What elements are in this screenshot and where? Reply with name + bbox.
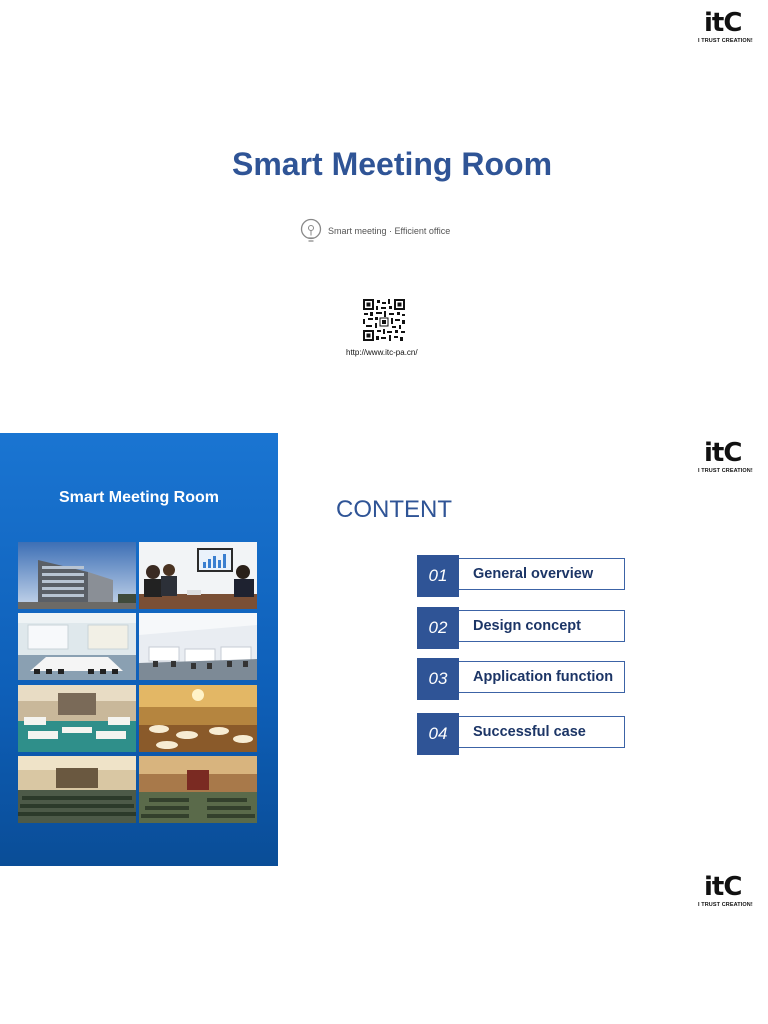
content-item-general-overview[interactable] <box>417 555 625 597</box>
logo-mark: itC <box>704 438 742 468</box>
content-item-successful-case[interactable] <box>417 713 625 755</box>
content-item-design-concept[interactable] <box>417 607 625 649</box>
item-label: Application function <box>459 661 625 693</box>
conference-hall-photo <box>18 685 136 752</box>
cover-panel <box>0 433 278 866</box>
cover-subtitle <box>300 218 450 244</box>
open-office-photo <box>139 613 257 680</box>
meeting-room-photo <box>18 613 136 680</box>
item-number: 04 <box>417 713 459 755</box>
itc-logo <box>698 438 758 478</box>
building-photo <box>18 542 136 609</box>
logo-tagline: I TRUST CREATION! <box>698 38 753 44</box>
item-label: Successful case <box>459 716 625 748</box>
auditorium-photo <box>18 756 136 823</box>
logo-tagline: I TRUST CREATION! <box>698 468 753 474</box>
meeting-people-photo <box>139 542 257 609</box>
lightbulb-icon <box>300 218 322 244</box>
item-number: 01 <box>417 555 459 597</box>
content-item-application-function[interactable] <box>417 658 625 700</box>
cover-title: Smart Meeting Room <box>231 146 553 182</box>
qr-code[interactable] <box>362 298 406 342</box>
logo-tagline: I TRUST CREATION! <box>698 902 753 908</box>
item-number: 03 <box>417 658 459 700</box>
subtitle-text: Smart meeting · Efficient office <box>328 226 451 236</box>
item-label: General overview <box>459 558 625 590</box>
item-label: Design concept <box>459 610 625 642</box>
itc-logo <box>698 872 758 912</box>
lecture-hall-photo <box>139 756 257 823</box>
logo-mark: itC <box>704 872 742 902</box>
logo-mark: itC <box>704 8 742 38</box>
item-number: 02 <box>417 607 459 649</box>
panel-title: Smart Meeting Room <box>58 489 219 506</box>
content-heading: CONTENT <box>336 496 452 523</box>
banquet-hall-photo <box>139 685 257 752</box>
itc-logo <box>698 8 758 48</box>
website-url[interactable]: http://www.itc-pa.cn/ <box>346 348 418 357</box>
